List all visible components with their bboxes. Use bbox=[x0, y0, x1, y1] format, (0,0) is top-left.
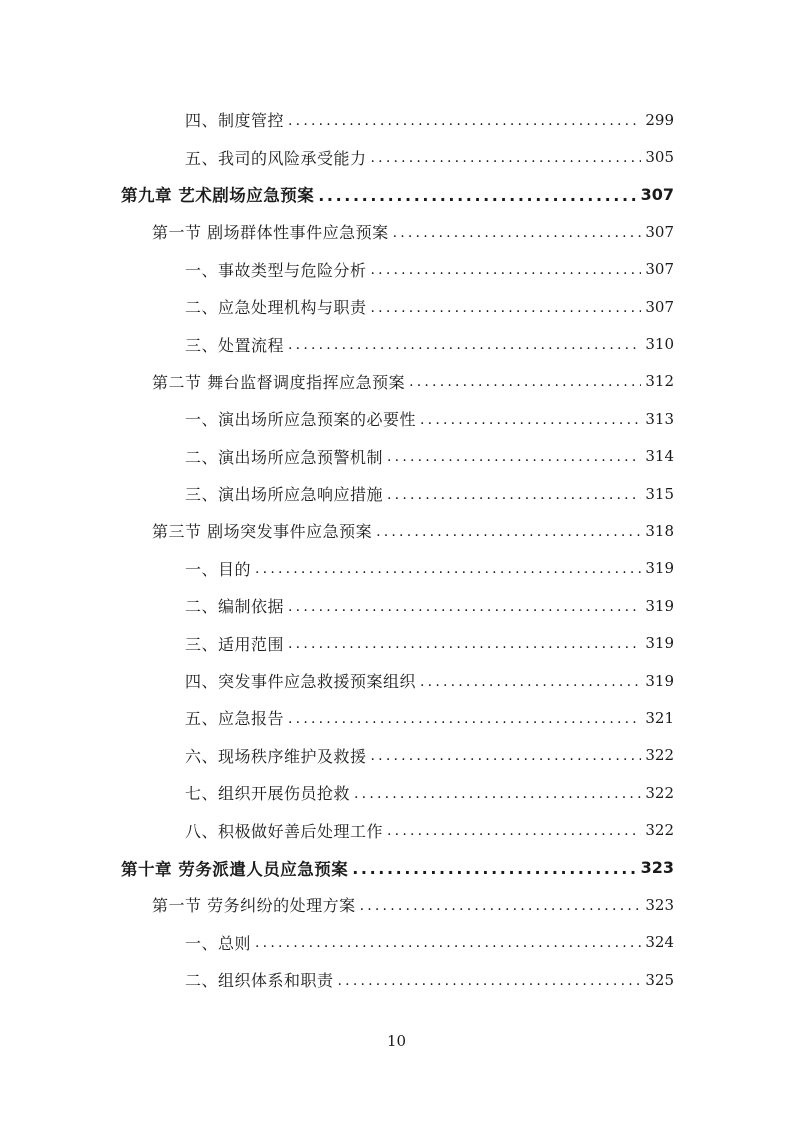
toc-entry-title: 七、组织开展伤员抢救 bbox=[185, 784, 351, 804]
toc-entry-title: 第十章 劳务派遣人员应急预案 bbox=[121, 859, 349, 879]
toc-entry-title: 二、应急处理机构与职责 bbox=[185, 298, 367, 318]
toc-dot-leader bbox=[387, 823, 641, 839]
toc-entry-page: 322 bbox=[645, 783, 674, 802]
toc-entry-title: 一、事故类型与危险分析 bbox=[185, 260, 367, 280]
toc-dot-leader bbox=[288, 113, 641, 129]
toc-dot-leader bbox=[393, 225, 642, 241]
toc-entry[interactable] bbox=[0, 662, 793, 699]
toc-entry[interactable] bbox=[0, 587, 793, 624]
toc-entry[interactable] bbox=[0, 550, 793, 587]
toc-entry-title: 三、适用范围 bbox=[185, 634, 285, 654]
toc-entry[interactable] bbox=[0, 624, 793, 661]
toc-entry-title: 五、应急报告 bbox=[185, 709, 285, 729]
toc-dot-leader bbox=[387, 487, 641, 503]
toc-entry-page: 319 bbox=[645, 671, 674, 690]
toc-dot-leader bbox=[288, 599, 641, 615]
toc-dot-leader bbox=[371, 748, 642, 764]
toc-dot-leader bbox=[360, 898, 642, 914]
toc-entry-title: 六、现场秩序维护及救援 bbox=[185, 746, 367, 766]
toc-dot-leader bbox=[352, 859, 636, 878]
toc-entry[interactable] bbox=[0, 699, 793, 736]
toc-entry-title: 四、突发事件应急救援预案组织 bbox=[185, 672, 417, 692]
toc-entry[interactable] bbox=[0, 288, 793, 325]
toc-entry-page: 315 bbox=[645, 484, 674, 503]
toc-entry-page: 307 bbox=[645, 260, 674, 279]
toc-entry-title: 第三节 剧场突发事件应急预案 bbox=[152, 522, 373, 542]
toc-entry-page: 314 bbox=[645, 447, 674, 466]
toc-entry-page: 312 bbox=[645, 372, 674, 391]
toc-entry[interactable] bbox=[0, 251, 793, 288]
toc-dot-leader bbox=[288, 636, 641, 652]
toc-entry-title: 第一节 剧场群体性事件应急预案 bbox=[152, 223, 389, 243]
toc-entry-page: 319 bbox=[645, 559, 674, 578]
toc-section-entry[interactable] bbox=[0, 512, 793, 549]
toc-dot-leader bbox=[371, 150, 642, 166]
toc-dot-leader bbox=[288, 711, 641, 727]
toc-entry-title: 一、演出场所应急预案的必要性 bbox=[185, 410, 417, 430]
toc-entry[interactable] bbox=[0, 475, 793, 512]
toc-entry[interactable] bbox=[0, 101, 793, 138]
toc-section-entry[interactable] bbox=[0, 886, 793, 923]
toc-dot-leader bbox=[255, 561, 641, 577]
toc-entry-page: 319 bbox=[645, 596, 674, 615]
toc-chapter-entry[interactable] bbox=[0, 849, 793, 886]
toc-dot-leader bbox=[354, 786, 641, 802]
toc-entry-page: 323 bbox=[640, 858, 674, 877]
toc-entry-title: 第九章 艺术剧场应急预案 bbox=[121, 186, 315, 206]
toc-entry-title: 二、组织体系和职责 bbox=[185, 971, 334, 991]
toc-entry-page: 319 bbox=[645, 634, 674, 653]
toc-entry-page: 324 bbox=[645, 933, 674, 952]
toc-entry-title: 第二节 舞台监督调度指挥应急预案 bbox=[152, 372, 406, 392]
table-of-contents bbox=[0, 101, 793, 998]
toc-entry-page: 322 bbox=[645, 746, 674, 765]
toc-entry-title: 一、目的 bbox=[185, 559, 252, 579]
toc-dot-leader bbox=[255, 935, 641, 951]
toc-entry-page: 321 bbox=[645, 708, 674, 727]
toc-entry[interactable] bbox=[0, 774, 793, 811]
toc-entry-title: 一、总则 bbox=[185, 933, 252, 953]
toc-entry-title: 二、编制依据 bbox=[185, 597, 285, 617]
toc-entry-title: 二、演出场所应急预警机制 bbox=[185, 447, 384, 467]
toc-section-entry[interactable] bbox=[0, 363, 793, 400]
toc-dot-leader bbox=[420, 412, 641, 428]
toc-entry-title: 第一节 劳务纠纷的处理方案 bbox=[152, 896, 356, 916]
toc-entry[interactable] bbox=[0, 811, 793, 848]
toc-entry-page: 325 bbox=[645, 970, 674, 989]
toc-entry-page: 322 bbox=[645, 821, 674, 840]
toc-entry[interactable] bbox=[0, 138, 793, 175]
toc-dot-leader bbox=[371, 300, 642, 316]
toc-dot-leader bbox=[318, 186, 636, 205]
toc-entry-title: 三、处置流程 bbox=[185, 335, 285, 355]
toc-entry-page: 318 bbox=[645, 521, 674, 540]
page-number: 10 bbox=[386, 1032, 407, 1050]
toc-entry[interactable] bbox=[0, 924, 793, 961]
toc-dot-leader bbox=[371, 262, 642, 278]
toc-entry-title: 五、我司的风险承受能力 bbox=[185, 148, 367, 168]
toc-entry[interactable] bbox=[0, 737, 793, 774]
toc-entry-page: 310 bbox=[645, 335, 674, 354]
toc-chapter-entry[interactable] bbox=[0, 176, 793, 213]
toc-entry-title: 八、积极做好善后处理工作 bbox=[185, 821, 384, 841]
toc-entry-page: 305 bbox=[645, 148, 674, 167]
toc-entry-title: 四、制度管控 bbox=[185, 111, 285, 131]
toc-entry[interactable] bbox=[0, 325, 793, 362]
toc-dot-leader bbox=[288, 337, 641, 353]
toc-dot-leader bbox=[376, 524, 641, 540]
toc-entry-page: 323 bbox=[645, 895, 674, 914]
toc-entry-title: 三、演出场所应急响应措施 bbox=[185, 485, 384, 505]
toc-entry-page: 313 bbox=[645, 409, 674, 428]
toc-entry-page: 307 bbox=[640, 184, 674, 204]
toc-dot-leader bbox=[338, 973, 642, 989]
toc-entry-page: 307 bbox=[645, 222, 674, 241]
toc-entry[interactable] bbox=[0, 961, 793, 998]
toc-entry[interactable] bbox=[0, 400, 793, 437]
toc-dot-leader bbox=[420, 674, 641, 690]
toc-dot-leader bbox=[387, 449, 641, 465]
toc-entry[interactable] bbox=[0, 438, 793, 475]
toc-entry-page: 299 bbox=[645, 110, 674, 129]
toc-section-entry[interactable] bbox=[0, 213, 793, 250]
toc-entry-page: 307 bbox=[645, 297, 674, 316]
toc-dot-leader bbox=[409, 374, 641, 390]
